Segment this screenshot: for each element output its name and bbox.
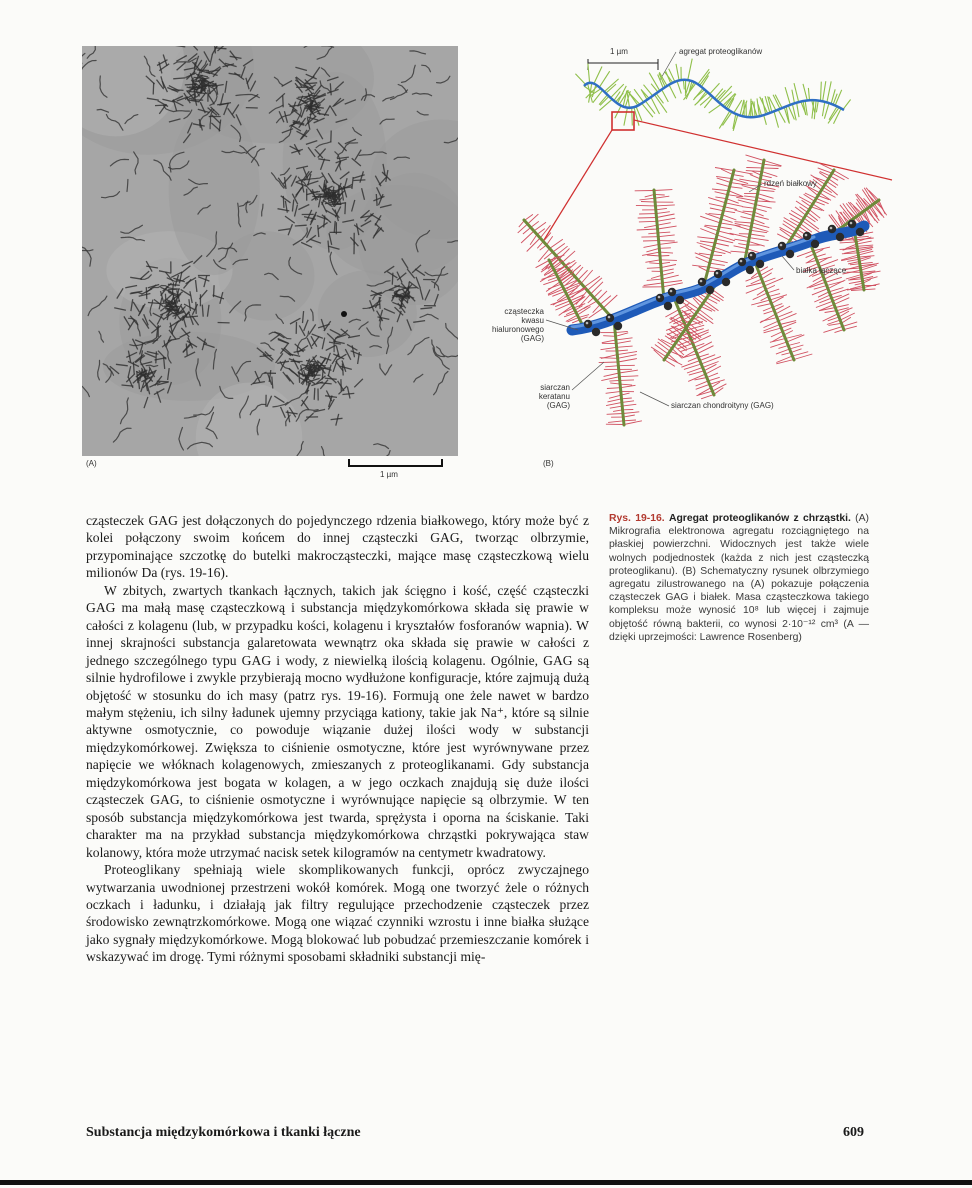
caption-title: Agregat proteoglikanów z chrząstki. xyxy=(668,513,851,524)
svg-text:hialuronowego: hialuronowego xyxy=(491,325,544,334)
micrograph-image xyxy=(82,46,458,456)
caption-text: (A) Mikrografia elektronowa agregatu rozciągniętego na płaskiej powierzchni. Widocznych jest także wiele wolnych podjednostek (każda z nich jest cząsteczką proteoglikanu). (B) Schematyczny rysunek olbrzymiego agregatu zilustrowanego na (A) pokazuje połączenia cząsteczek GAG i białek. Masa cząsteczkowa takiego kompleksu może wynosić 10⁸ lub więcej i zajmuje objętość równą bakterii, co wynosi 2·10⁻¹² cm³ (A — dzięki uprzejmości: Lawrence Rosenberg) xyxy=(609,513,869,643)
panel-a-label: (A) xyxy=(86,459,97,468)
page-number: 609 xyxy=(843,1125,864,1140)
svg-text:(GAG): (GAG) xyxy=(546,401,570,410)
electron-micrograph xyxy=(82,46,458,456)
panel-b-label: (B) xyxy=(543,459,554,468)
linker-label: białka łączące xyxy=(796,266,847,275)
page-bottom-rule xyxy=(0,1180,972,1185)
paragraph: W zbitych, zwartych tkankach łącznych, takich jak ścięgno i kość, część cząsteczki GAG ma małą masę cząsteczkową i substancja międzykomórkowa składa się prawie w całości z kolagenu (lub, w przypadku kości, kolagenu i kryształów fosforanów wapnia). W innej skrajności substancja galaretowata wewnątrz oka składa się prawie w całości z jednego szczególnego typu GAG i wody, z niewielką ilością kolagenu. Ogólnie, GAG są silnie hydrofilowe i zwykle przybierają mocno wydłużone konfiguracje, które zajmują dużą objętość w stosunku do ich masy (patrz rys. 19-16). Formują one żele nawet w bardzo małym stężeniu, ich silny ładunek ujemny przyciąga kationy, takie jak Na⁺, które są silnie aktywne osmotycznie, co powoduje wiązanie dużej ilości wody w substancji międzykomórkowej. Zwiększa to ciśnienie osmotyczne, które jest wyrównywane przez napięcie we włóknach kolagenowych, zmieszanych z proteoglikanami. Gdy substancja międzykomórkowa jest bogata w kolagen, a w jego oczkach znajdują się duże ilości cząsteczek GAG, to ciśnienie osmotyczne i wyrównujące napięcie są olbrzymie. W ten sposób substancja międzykomórkowa jest twarda, sprężysta i oporna na ściskanie. Taki charakter ma na przykład substancja międzykomórkowa chrząstki pokrywająca staw kolanowy, która może utrzymać nacisk setek kilogramów na centymetr kwadratowy. xyxy=(86,582,589,860)
core-protein-label: rdzeń białkowy xyxy=(764,179,817,188)
proteoglycan-diagram xyxy=(464,30,894,450)
svg-text:kwasu: kwasu xyxy=(521,316,544,325)
svg-text:(GAG): (GAG) xyxy=(520,334,544,343)
diagram-scale-label: 1 µm xyxy=(610,47,628,56)
svg-text:cząsteczka: cząsteczka xyxy=(504,307,544,316)
zoom-line-left xyxy=(544,130,612,240)
figure-caption xyxy=(609,512,869,644)
body-text xyxy=(86,512,589,966)
paragraph: Proteoglikany spełniają wiele skomplikowanych funkcji, oprócz zwyczajnego wytwarzania uwodnionej przestrzeni wokół komórek. Mogą one tworzyć żele o różnych oczkach i ładunku, i działają jak filtry regulujące przechodzenie cząsteczek przez środowisko zewnątrzkomórkowe. Mogą one wiązać czynniki wzrostu i inne białka służące jako sygnały międzykomórkowe. Mogą blokować lub pobudzać przemieszczanie komórek i wskazywać im drogę. Tymi różnymi sposobami składniki substancji mię- xyxy=(86,862,589,965)
diagram-scale-bracket xyxy=(588,59,658,70)
zoom-box xyxy=(612,112,634,130)
micro-scale-label: 1 µm xyxy=(380,470,398,479)
chondroitin-label: siarczan chondroityny (GAG) xyxy=(671,401,774,410)
hyaluronan-label xyxy=(492,307,545,343)
keratan-label xyxy=(539,383,570,410)
aggregate-label: agregat proteoglikanów xyxy=(679,47,763,56)
svg-text:keratanu: keratanu xyxy=(538,392,570,401)
micro-scale-bar xyxy=(348,459,443,467)
paragraph: cząsteczek GAG jest dołączonych do pojedynczego rdzenia białkowego, który może być z kolei połączony swoim końcem do innej cząsteczki GAG, tworząc olbrzymie, przypominające szczotkę do butelki makrocząsteczki, mające masę cząsteczkową wielu milionów Da (rys. 19-16). xyxy=(86,513,589,581)
svg-text:siarczan: siarczan xyxy=(540,383,570,392)
caption-fig-number: Rys. 19-16. xyxy=(609,513,665,524)
aggregate-bristles xyxy=(575,59,850,131)
running-footer-title: Substancja międzykomórkowa i tkanki łączne xyxy=(86,1125,361,1140)
